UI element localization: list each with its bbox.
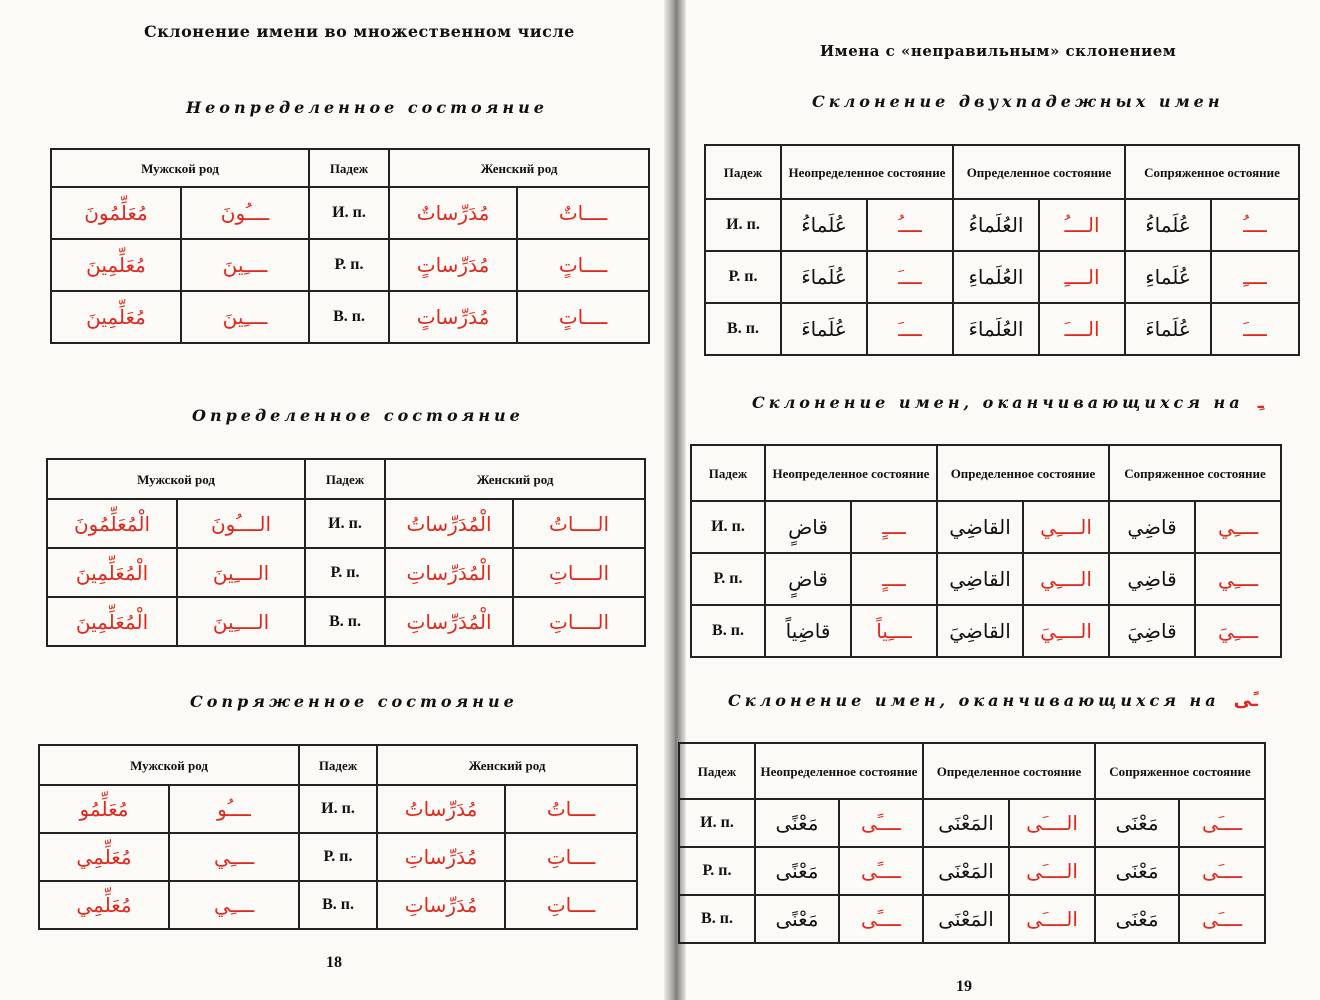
- masculine-suffix-cell: [181, 291, 309, 343]
- feminine-suffix-cell: [505, 785, 637, 833]
- definite-word: القاضِي: [949, 515, 1011, 539]
- masculine-suffix-cell: [181, 187, 309, 239]
- definite-word: العُلَماءُ: [968, 213, 1024, 237]
- feminine-suffix-cell: [513, 499, 645, 548]
- construct-suffix: ــــَى: [1201, 907, 1243, 931]
- table-row: [47, 548, 645, 597]
- masculine-suffix: ــــِي: [213, 893, 255, 917]
- feminine-suffix: الــــاتُ: [549, 511, 610, 536]
- table-row: [679, 799, 1265, 847]
- masculine-suffix: ــــِينَ: [222, 305, 268, 329]
- header-feminine: Женский род: [389, 149, 649, 187]
- feminine-word-cell: [377, 881, 505, 929]
- construct-word-cell: [1125, 251, 1211, 303]
- masculine-word-cell: [39, 833, 169, 881]
- definite-word: المَعْنَى: [938, 859, 994, 883]
- header-masculine: Мужской род: [39, 745, 299, 785]
- feminine-word: مُدَرِّساتٍ: [416, 253, 490, 277]
- feminine-suffix-cell: [517, 187, 649, 239]
- feminine-word-cell: [377, 785, 505, 833]
- indefinite-suffix: ــــِياً: [876, 619, 912, 643]
- masculine-suffix: الــــِينَ: [212, 560, 270, 585]
- header-definite: Определенное состояние: [923, 743, 1095, 799]
- indefinite-word: قاضٍ: [788, 515, 828, 539]
- definite-suffix-cell: [1023, 605, 1109, 657]
- section-title-text: Склонение имен, оканчивающихся на: [752, 393, 1244, 412]
- masculine-word-cell: [51, 187, 181, 239]
- construct-suffix-cell: [1211, 251, 1299, 303]
- case-label: И. п.: [309, 187, 389, 239]
- construct-word: عُلَماءَ: [1145, 317, 1191, 341]
- masculine-suffix-cell: [169, 833, 299, 881]
- definite-suffix: الــــَ: [1064, 317, 1100, 341]
- construct-suffix-cell: [1195, 605, 1281, 657]
- definite-suffix: الــــِ: [1064, 265, 1100, 289]
- construct-suffix: ــــُ: [1243, 213, 1267, 237]
- definite-word-cell: [923, 895, 1009, 943]
- table-row: [679, 847, 1265, 895]
- indefinite-word-cell: [755, 895, 839, 943]
- feminine-suffix: ــــاتٍ: [558, 253, 608, 277]
- declension-table: [50, 148, 650, 344]
- indefinite-suffix-cell: [851, 501, 937, 553]
- construct-word-cell: [1109, 501, 1195, 553]
- feminine-suffix: الــــاتِ: [549, 609, 610, 634]
- case-label: В. п.: [705, 303, 781, 355]
- masculine-suffix-cell: [177, 499, 305, 548]
- declension-table: [46, 458, 646, 647]
- indefinite-word: عُلَماءَ: [801, 317, 847, 341]
- feminine-suffix-cell: [505, 833, 637, 881]
- feminine-suffix-cell: [517, 291, 649, 343]
- header-case: Падеж: [691, 445, 765, 501]
- declension-table: [38, 744, 638, 930]
- feminine-suffix-cell: [517, 239, 649, 291]
- construct-suffix-cell: [1179, 799, 1265, 847]
- construct-word: قاضِي: [1127, 515, 1177, 539]
- header-masculine: Мужской род: [47, 459, 305, 499]
- construct-word-cell: [1095, 847, 1179, 895]
- indefinite-word: مَعْنًى: [775, 811, 819, 835]
- left-page-title: Склонение имени во множественном числе: [144, 22, 575, 41]
- masculine-suffix: ــــُونَ: [220, 201, 270, 225]
- table-row: [51, 291, 649, 343]
- definite-word: المَعْنَى: [938, 907, 994, 931]
- section-title: Определенное состояние: [192, 406, 524, 425]
- masculine-word: مُعَلِّمِينَ: [86, 305, 146, 329]
- construct-suffix: ــــَى: [1201, 859, 1243, 883]
- case-label: В. п.: [309, 291, 389, 343]
- indefinite-word-cell: [781, 251, 867, 303]
- construct-word: قاضِيَ: [1127, 619, 1177, 643]
- definite-suffix: الــــِي: [1040, 567, 1092, 591]
- feminine-suffix: ــــاتُ: [546, 797, 596, 821]
- construct-word-cell: [1109, 553, 1195, 605]
- feminine-suffix: ــــاتٍ: [558, 305, 608, 329]
- indefinite-word-cell: [765, 553, 851, 605]
- case-label: В. п.: [679, 895, 755, 943]
- table-header-row: [51, 149, 649, 187]
- table-row: [47, 597, 645, 646]
- indefinite-word: عُلَماءَ: [801, 265, 847, 289]
- construct-word: قاضِي: [1127, 567, 1177, 591]
- indefinite-word-cell: [781, 199, 867, 251]
- table-row: [705, 199, 1299, 251]
- case-label: И. п.: [691, 501, 765, 553]
- definite-suffix: الــــِي: [1040, 515, 1092, 539]
- header-construct: Сопряженное состояние: [1095, 743, 1265, 799]
- table-row: [51, 187, 649, 239]
- construct-word-cell: [1095, 895, 1179, 943]
- feminine-suffix-cell: [505, 881, 637, 929]
- indefinite-word-cell: [781, 303, 867, 355]
- table-row: [691, 553, 1281, 605]
- construct-word-cell: [1125, 199, 1211, 251]
- construct-suffix-cell: [1195, 553, 1281, 605]
- construct-word-cell: [1095, 799, 1179, 847]
- feminine-suffix: ــــاتِ: [546, 845, 596, 869]
- construct-suffix: ــــَى: [1201, 811, 1243, 835]
- masculine-word: الْمُعَلِّمُونَ: [73, 511, 151, 536]
- table-header-row: [39, 745, 637, 785]
- definite-suffix: الــــَى: [1026, 907, 1078, 931]
- masculine-suffix-cell: [177, 597, 305, 646]
- header-construct: Сопряженное остояние: [1125, 145, 1299, 199]
- section-title: [728, 690, 1258, 711]
- masculine-word: مُعَلِّمُونَ: [84, 201, 148, 225]
- masculine-word-cell: [47, 499, 177, 548]
- header-definite: Определенное состояние: [937, 445, 1109, 501]
- table-row: [679, 895, 1265, 943]
- feminine-word: الْمُدَرِّساتُ: [406, 511, 492, 536]
- header-definite: Определенное состояние: [953, 145, 1125, 199]
- table-row: [705, 251, 1299, 303]
- table-row: [39, 833, 637, 881]
- header-indefinite: Неопределенное состояние: [765, 445, 937, 501]
- definite-word: القاضِيَ: [949, 619, 1011, 643]
- header-indefinite: Неопределенное состояние: [781, 145, 953, 199]
- definite-suffix: الــــِيَ: [1040, 619, 1092, 643]
- definite-word-cell: [953, 199, 1039, 251]
- case-label: Р. п.: [305, 548, 385, 597]
- masculine-suffix-cell: [181, 239, 309, 291]
- construct-suffix-cell: [1211, 303, 1299, 355]
- table-header-row: [691, 445, 1281, 501]
- feminine-word-cell: [389, 291, 517, 343]
- feminine-suffix: ــــاتِ: [546, 893, 596, 917]
- masculine-word-cell: [51, 291, 181, 343]
- definite-word-cell: [937, 553, 1023, 605]
- section-title-glyph: ـًى: [1233, 690, 1258, 711]
- table-row: [691, 501, 1281, 553]
- feminine-word: مُدَرِّساتِ: [404, 845, 478, 869]
- definite-word-cell: [923, 847, 1009, 895]
- masculine-word: مُعَلِّمِي: [76, 893, 132, 917]
- indefinite-word: مَعْنًى: [775, 907, 819, 931]
- definite-word: العُلَماءَ: [968, 317, 1024, 341]
- definite-suffix-cell: [1009, 799, 1095, 847]
- case-label: И. п.: [299, 785, 377, 833]
- definite-suffix-cell: [1039, 199, 1125, 251]
- feminine-word-cell: [377, 833, 505, 881]
- header-feminine: Женский род: [385, 459, 645, 499]
- indefinite-word: قاضٍ: [788, 567, 828, 591]
- construct-word: مَعْنَى: [1115, 859, 1159, 883]
- definite-word: القاضِي: [949, 567, 1011, 591]
- indefinite-word-cell: [755, 799, 839, 847]
- table-row: [691, 605, 1281, 657]
- masculine-word-cell: [39, 881, 169, 929]
- feminine-suffix-cell: [513, 597, 645, 646]
- masculine-suffix-cell: [177, 548, 305, 597]
- header-feminine: Женский род: [377, 745, 637, 785]
- construct-suffix: ــــِي: [1217, 515, 1259, 539]
- masculine-word-cell: [47, 548, 177, 597]
- section-title: [752, 392, 1264, 413]
- indefinite-suffix: ــــٍ: [882, 515, 906, 539]
- masculine-word: مُعَلِّمُو: [79, 797, 129, 821]
- table-row: [47, 499, 645, 548]
- table-header-row: [47, 459, 645, 499]
- indefinite-suffix: ــــًى: [860, 907, 902, 931]
- indefinite-suffix-cell: [867, 251, 953, 303]
- definite-suffix-cell: [1039, 251, 1125, 303]
- indefinite-suffix-cell: [867, 199, 953, 251]
- header-case: Падеж: [309, 149, 389, 187]
- right-page-title: Имена с «неправильным» склонением: [820, 42, 1177, 60]
- section-title: Неопределенное состояние: [186, 98, 548, 117]
- indefinite-suffix: ــــًى: [860, 811, 902, 835]
- definite-suffix-cell: [1039, 303, 1125, 355]
- indefinite-word: مَعْنًى: [775, 859, 819, 883]
- table-header-row: [679, 743, 1265, 799]
- masculine-suffix: ــــُو: [217, 797, 251, 821]
- definite-suffix-cell: [1023, 501, 1109, 553]
- section-title-text: Склонение имен, оканчивающихся на: [728, 691, 1220, 710]
- case-label: В. п.: [691, 605, 765, 657]
- declension-table: [678, 742, 1266, 944]
- construct-word: مَعْنَى: [1115, 811, 1159, 835]
- masculine-word: الْمُعَلِّمِينَ: [75, 560, 149, 585]
- table-row: [51, 239, 649, 291]
- masculine-word-cell: [39, 785, 169, 833]
- definite-suffix-cell: [1009, 895, 1095, 943]
- indefinite-suffix: ــــٍ: [882, 567, 906, 591]
- masculine-suffix-cell: [169, 881, 299, 929]
- indefinite-suffix-cell: [851, 605, 937, 657]
- feminine-word-cell: [389, 187, 517, 239]
- header-indefinite: Неопределенное состояние: [755, 743, 923, 799]
- definite-suffix: الــــُ: [1064, 213, 1100, 237]
- feminine-suffix-cell: [513, 548, 645, 597]
- section-title-glyph: ـِ: [1257, 392, 1264, 413]
- case-label: И. п.: [305, 499, 385, 548]
- indefinite-suffix-cell: [839, 847, 923, 895]
- construct-word-cell: [1125, 303, 1211, 355]
- construct-suffix-cell: [1195, 501, 1281, 553]
- definite-word: العُلَماءِ: [968, 265, 1024, 289]
- feminine-suffix: ــــاتٌ: [558, 201, 608, 225]
- masculine-word-cell: [51, 239, 181, 291]
- construct-suffix-cell: [1211, 199, 1299, 251]
- definite-suffix-cell: [1023, 553, 1109, 605]
- indefinite-word: عُلَماءُ: [801, 213, 847, 237]
- masculine-suffix: الــــِينَ: [212, 609, 270, 634]
- definite-suffix: الــــَى: [1026, 811, 1078, 835]
- case-label: И. п.: [679, 799, 755, 847]
- feminine-word-cell: [389, 239, 517, 291]
- definite-word-cell: [953, 251, 1039, 303]
- construct-suffix: ــــِ: [1243, 265, 1267, 289]
- definite-word: المَعْنَى: [938, 811, 994, 835]
- masculine-suffix: ــــِي: [213, 845, 255, 869]
- indefinite-suffix-cell: [851, 553, 937, 605]
- indefinite-suffix: ــــَ: [898, 265, 922, 289]
- header-case: Падеж: [679, 743, 755, 799]
- feminine-word: مُدَرِّساتٍ: [416, 305, 490, 329]
- case-label: В. п.: [305, 597, 385, 646]
- masculine-word-cell: [47, 597, 177, 646]
- masculine-word: الْمُعَلِّمِينَ: [75, 609, 149, 634]
- definite-suffix-cell: [1009, 847, 1095, 895]
- case-label: В. п.: [299, 881, 377, 929]
- construct-word: عُلَماءُ: [1145, 213, 1191, 237]
- header-construct: Сопряженное состояние: [1109, 445, 1281, 501]
- indefinite-word-cell: [755, 847, 839, 895]
- case-label: Р. п.: [705, 251, 781, 303]
- definite-word-cell: [937, 501, 1023, 553]
- section-title-text: Склонение двухпадежных имен: [812, 92, 1224, 111]
- feminine-word-cell: [385, 548, 513, 597]
- header-case: Падеж: [705, 145, 781, 199]
- feminine-word: الْمُدَرِّساتِ: [406, 560, 492, 585]
- masculine-suffix-cell: [169, 785, 299, 833]
- definite-word-cell: [923, 799, 1009, 847]
- header-case: Падеж: [305, 459, 385, 499]
- indefinite-word-cell: [765, 605, 851, 657]
- case-label: Р. п.: [309, 239, 389, 291]
- construct-suffix-cell: [1179, 847, 1265, 895]
- feminine-suffix: الــــاتِ: [549, 560, 610, 585]
- masculine-word: مُعَلِّمِي: [76, 845, 132, 869]
- feminine-word: مُدَرِّساتٌ: [416, 201, 490, 225]
- header-case: Падеж: [299, 745, 377, 785]
- feminine-word-cell: [385, 597, 513, 646]
- construct-word: عُلَماءِ: [1145, 265, 1191, 289]
- section-title: Сопряженное состояние: [190, 692, 518, 711]
- table-row: [39, 881, 637, 929]
- construct-suffix: ــــَ: [1243, 317, 1267, 341]
- page-number-left: 18: [326, 954, 342, 971]
- masculine-word: مُعَلِّمِينَ: [86, 253, 146, 277]
- indefinite-word-cell: [765, 501, 851, 553]
- section-title: [812, 92, 1224, 111]
- construct-word-cell: [1109, 605, 1195, 657]
- case-label: И. п.: [705, 199, 781, 251]
- case-label: Р. п.: [299, 833, 377, 881]
- declension-table: [704, 144, 1300, 356]
- table-row: [39, 785, 637, 833]
- case-label: Р. п.: [679, 847, 755, 895]
- indefinite-suffix-cell: [867, 303, 953, 355]
- header-masculine: Мужской род: [51, 149, 309, 187]
- indefinite-suffix: ــــَ: [898, 317, 922, 341]
- construct-suffix: ــــِي: [1217, 567, 1259, 591]
- feminine-word-cell: [385, 499, 513, 548]
- masculine-suffix: الــــُونَ: [210, 511, 272, 536]
- construct-suffix-cell: [1179, 895, 1265, 943]
- construct-suffix: ــــِيَ: [1217, 619, 1259, 643]
- indefinite-suffix: ــــُ: [898, 213, 922, 237]
- page-number-right: 19: [956, 978, 972, 995]
- masculine-suffix: ــــِينَ: [222, 253, 268, 277]
- table-row: [705, 303, 1299, 355]
- construct-word: مَعْنَى: [1115, 907, 1159, 931]
- indefinite-suffix-cell: [839, 799, 923, 847]
- declension-table: [690, 444, 1282, 658]
- feminine-word: الْمُدَرِّساتِ: [406, 609, 492, 634]
- indefinite-word: قاضِياً: [785, 619, 831, 643]
- feminine-word: مُدَرِّساتُ: [404, 797, 478, 821]
- case-label: Р. п.: [691, 553, 765, 605]
- indefinite-suffix: ــــًى: [860, 859, 902, 883]
- indefinite-suffix-cell: [839, 895, 923, 943]
- feminine-word: مُدَرِّساتِ: [404, 893, 478, 917]
- definite-suffix: الــــَى: [1026, 859, 1078, 883]
- definite-word-cell: [937, 605, 1023, 657]
- table-header-row: [705, 145, 1299, 199]
- definite-word-cell: [953, 303, 1039, 355]
